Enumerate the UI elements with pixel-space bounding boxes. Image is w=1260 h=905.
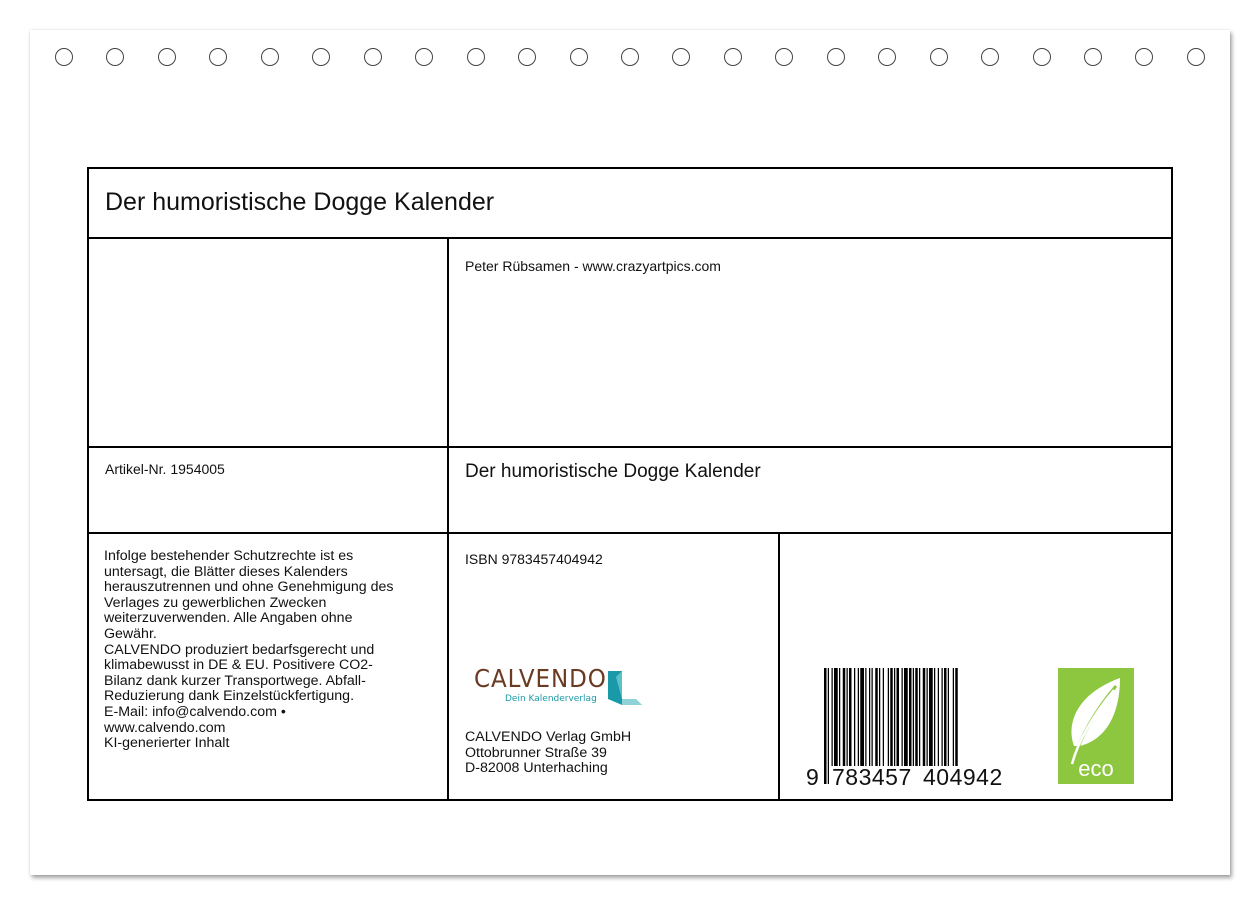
divider: [87, 446, 1173, 448]
binding-hole: [518, 48, 536, 66]
barcode-bar: [923, 668, 926, 766]
barcode-bar: [915, 668, 918, 766]
calendar-title: Der humoristische Dogge Kalender: [105, 188, 495, 216]
barcode-bar: [890, 668, 893, 766]
divider: [87, 532, 1173, 534]
barcode-bar: [883, 668, 884, 766]
publisher-city: D-82008 Unterhaching: [465, 760, 608, 776]
eco-badge: [1058, 668, 1134, 784]
calvendo-mark-icon: [606, 669, 644, 709]
binding-hole: [158, 48, 176, 66]
isbn: ISBN 9783457404942: [465, 551, 603, 567]
barcode-bar: [854, 668, 855, 766]
barcode-bar: [913, 668, 914, 766]
barcode-bar: [828, 668, 829, 784]
binding-hole: [878, 48, 896, 66]
binding-hole: [672, 48, 690, 66]
divider: [778, 532, 780, 801]
barcode-bar: [869, 668, 870, 766]
divider: [447, 237, 449, 801]
barcode-bar: [942, 668, 943, 766]
binding-hole: [261, 48, 279, 66]
legal-notice: Infolge bestehender Schutzrechte ist es untersagt, die Blätter dieses Kalenders herauszutrennen und ohne Genehmigung des Verlages zu gewerblichen Zwecken weiterzuverwenden. Alle Angaben ohne Gewähr. CALVENDO produziert bedarfsgerecht und klimabewusst in DE & EU. Positivere CO2- Bilanz dank kurzer Transportwege. Abfall- Reduzierung dank Einzelstückfertigung. E-Mail: info@calvendo.com • www.calvendo.com KI-generierter Inhalt: [104, 548, 394, 752]
barcode-bar: [860, 668, 864, 766]
barcode-bar: [832, 668, 833, 766]
binding-hole: [364, 48, 382, 66]
barcode-bar: [888, 668, 889, 766]
barcode-bar: [849, 668, 852, 766]
barcode-bar: [894, 668, 895, 766]
barcode-bar: [839, 668, 840, 766]
barcode-bar: [934, 668, 935, 766]
barcode-bar: [858, 668, 859, 766]
barcode-bar: [953, 668, 954, 766]
binding-hole: [106, 48, 124, 66]
barcode-bar: [909, 668, 912, 766]
barcode-digits-left: 783457: [832, 764, 912, 790]
binding-hole: [570, 48, 588, 66]
binding-hole: [775, 48, 793, 66]
article-number: Artikel-Nr. 1954005: [105, 461, 225, 477]
barcode-bar: [938, 668, 939, 766]
barcode-bar: [824, 668, 827, 784]
barcode-bar: [843, 668, 846, 766]
barcode-bar: [875, 668, 878, 766]
barcode-bar: [944, 668, 947, 766]
binding-hole: [827, 48, 845, 66]
barcode-bar: [948, 668, 949, 766]
eco-label: eco: [1078, 756, 1114, 781]
calvendo-logo-tagline: Dein Kalenderverlag: [505, 694, 597, 704]
barcode-bar: [834, 668, 838, 766]
binding-hole: [1084, 48, 1102, 66]
barcode-bar: [897, 668, 900, 766]
binding-hole: [930, 48, 948, 66]
barcode-bar: [879, 668, 880, 766]
binding-hole: [621, 48, 639, 66]
publisher-address: [465, 730, 631, 777]
barcode-bar: [902, 668, 903, 766]
binding-hole: [209, 48, 227, 66]
author-credit: Peter Rübsamen - www.crazyartpics.com: [465, 258, 721, 274]
binding-hole: [981, 48, 999, 66]
binding-hole: [415, 48, 433, 66]
calendar-title-secondary: Der humoristische Dogge Kalender: [465, 461, 761, 482]
barcode-bar: [904, 668, 908, 766]
barcode-digit-first: 9: [806, 764, 819, 790]
publisher-street: Ottobrunner Straße 39: [465, 744, 607, 761]
binding-holes: [0, 0, 1260, 80]
publisher-name: CALVENDO Verlag GmbH: [465, 729, 632, 745]
barcode-bar: [927, 668, 928, 766]
binding-hole: [1187, 48, 1205, 66]
barcode-bar: [955, 668, 958, 766]
barcode-bar: [865, 668, 866, 766]
barcode-bar: [847, 668, 848, 766]
barcode-bar: [872, 668, 873, 766]
barcode-bar: [929, 668, 933, 766]
binding-hole: [1033, 48, 1051, 66]
barcode-bar: [919, 668, 920, 766]
divider: [87, 237, 1173, 239]
binding-hole: [55, 48, 73, 66]
barcode-digits-right: 404942: [923, 764, 1003, 790]
binding-hole: [467, 48, 485, 66]
binding-hole: [1135, 48, 1153, 66]
binding-hole: [312, 48, 330, 66]
calvendo-logo-text: CALVENDO: [474, 664, 607, 693]
binding-hole: [724, 48, 742, 66]
